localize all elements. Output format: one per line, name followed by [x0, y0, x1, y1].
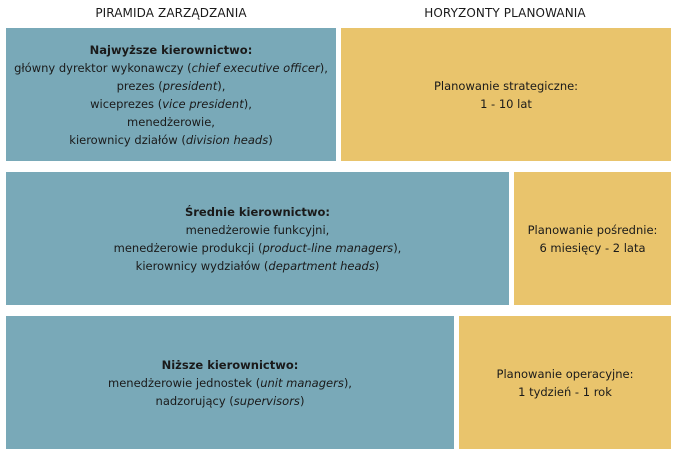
middle-management-box: [6, 172, 509, 305]
level-line: menedżerowie,: [127, 114, 215, 129]
horizon-range: 1 - 10 lat: [480, 96, 532, 111]
strategic-planning-box: [341, 28, 671, 161]
level-line: menedżerowie jednostek (unit managers),: [108, 375, 352, 390]
level-line: główny dyrektor wykonawczy (chief executive officer),: [14, 60, 328, 75]
top-management-box: [6, 28, 336, 161]
level-line: wiceprezes (vice president),: [90, 96, 252, 111]
level-line: kierownicy wydziałów (department heads): [135, 258, 380, 273]
level-line: nadzorujący (supervisors): [155, 393, 305, 408]
pyramid-header: PIRAMIDA ZARZĄDZANIA: [95, 6, 247, 20]
horizon-title: Planowanie pośrednie:: [527, 222, 658, 237]
horizon-range: 1 tydzień - 1 rok: [518, 384, 612, 399]
horizon-range: 6 miesięcy - 2 lata: [539, 240, 646, 255]
top-management-title: Najwyższe kierownictwo:: [89, 42, 253, 57]
level-line: prezes (president),: [116, 78, 226, 93]
lower-management-title: Niższe kierownictwo:: [161, 357, 299, 372]
horizons-header: HORYZONTY PLANOWANIA: [424, 6, 586, 20]
operational-planning-box: [459, 316, 671, 449]
horizon-title: Planowanie operacyjne:: [496, 366, 634, 381]
level-line: kierownicy działów (division heads): [69, 132, 273, 147]
intermediate-planning-box: [514, 172, 671, 305]
middle-management-title: Średnie kierownictwo:: [184, 204, 331, 219]
horizon-title: Planowanie strategiczne:: [433, 78, 579, 93]
level-line: menedżerowie produkcji (product-line managers),: [113, 240, 402, 255]
level-line: menedżerowie funkcyjni,: [185, 222, 330, 237]
lower-management-box: [6, 316, 454, 449]
